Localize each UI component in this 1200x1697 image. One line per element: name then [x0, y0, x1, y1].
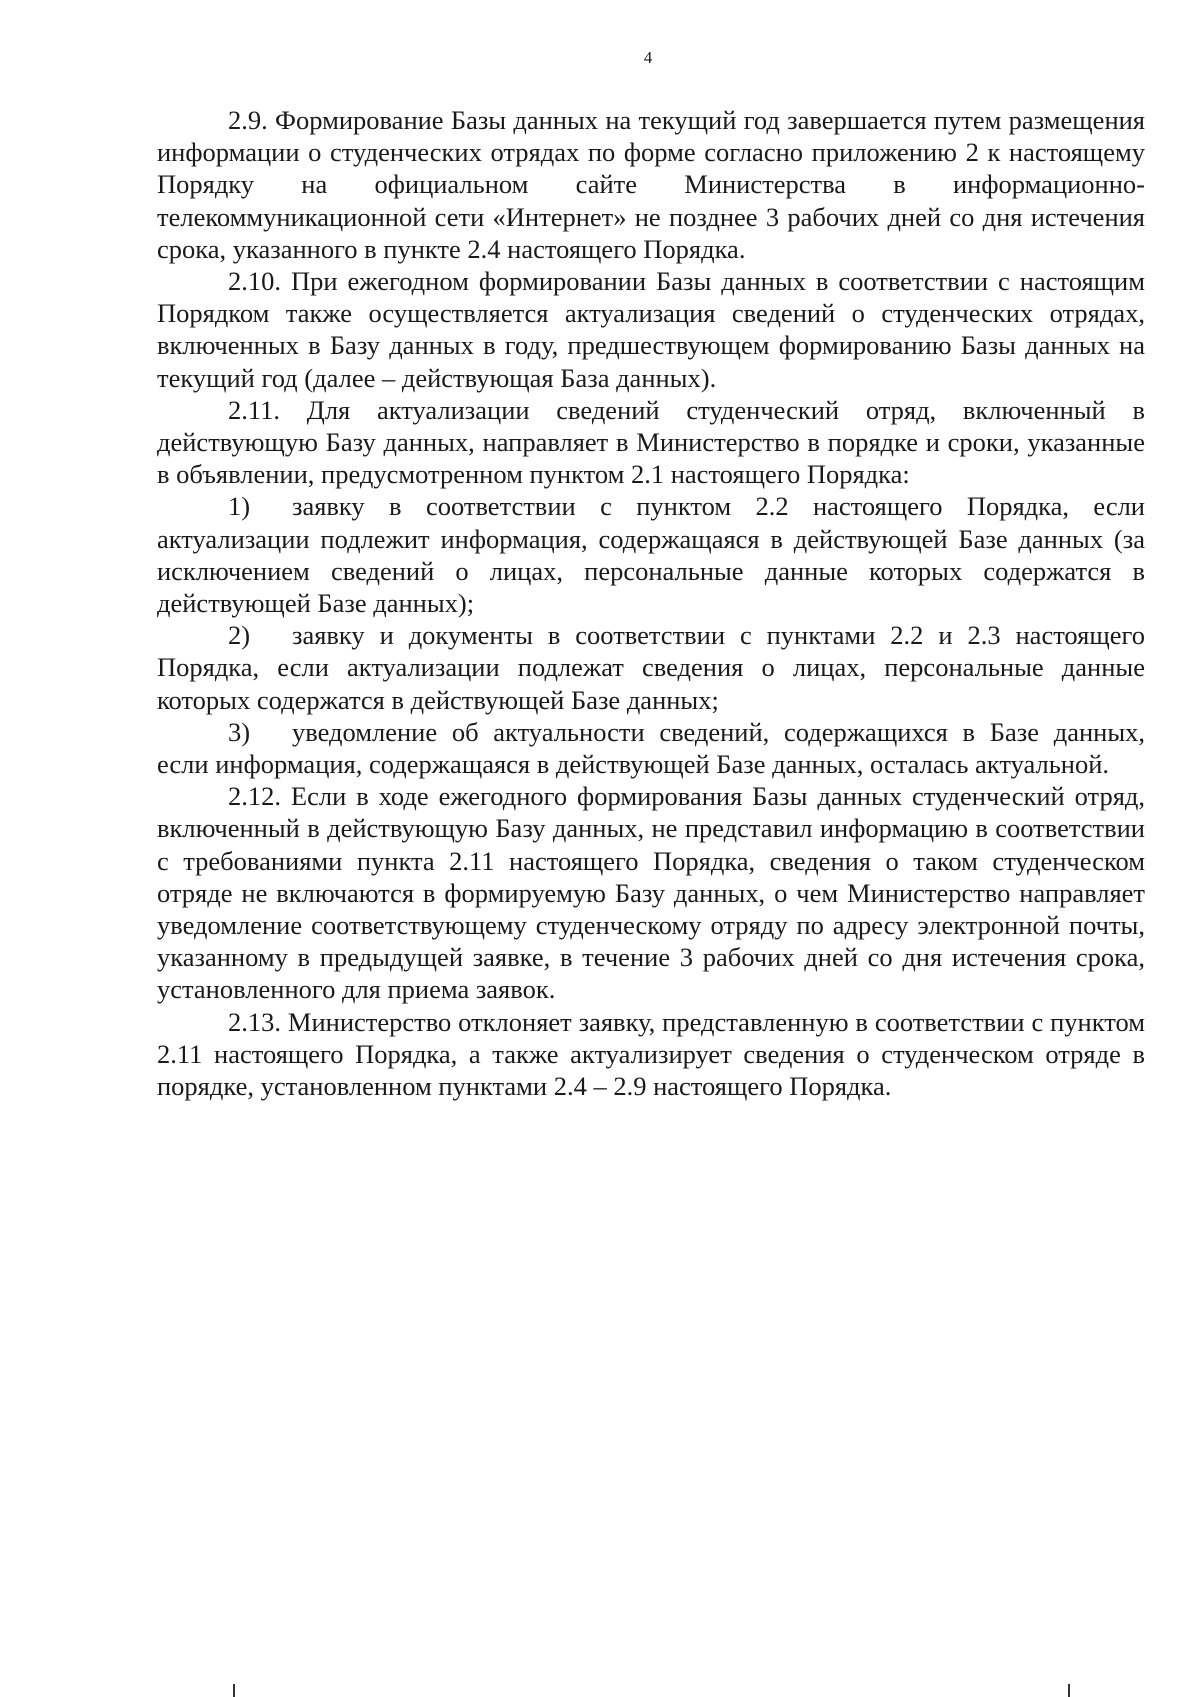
list-item-text: заявку и документы в соответствии с пунктами 2.2 и 2.3 настоящего Порядка, если актуализации подлежат сведения о лицах, персональные данные которых содержатся в действующей Базе данных; [157, 620, 1145, 715]
paragraph-2-12: 2.12. Если в ходе ежегодного формирования Базы данных студенческий отряд, включенный в действующую Базу данных, не представил информацию в соответствии с требованиями пункта 2.11 настоящего Порядка, сведения о таком студенческом отряде не включаются в формируемую Базу данных, о чем Министерство направляет уведомление соответствующему студенческому отряду по адресу электронной почты, указанному в предыдущей заявке, в течение 3 рабочих дней со дня истечения срока, установленного для приема заявок. [157, 781, 1145, 1005]
paragraph-2-9: 2.9. Формирование Базы данных на текущий год завершается путем размещения информации о студенческих отрядах по форме согласно приложению 2 к настоящему Порядку на официальном сайте Министерства в информационно-телекоммуникационной сети «Интернет» не позднее 3 рабочих дней со дня истечения срока, указанного в пункте 2.4 настоящего Порядка. [157, 105, 1145, 264]
list-item-2 [157, 619, 1145, 716]
list-item-number: 3) [228, 716, 251, 747]
document-body [157, 104, 1145, 1102]
list-item-number: 1) [228, 491, 251, 522]
list-item-text: заявку в соответствии с пунктом 2.2 настоящего Порядка, если актуализации подлежит информация, содержащаяся в действующей Базе данных (за исключением сведений о лицах, персональные данные которых содержатся в действующей Базе данных); [157, 491, 1145, 619]
scan-edge-mark-right [1068, 1684, 1070, 1697]
list-item-3 [157, 716, 1145, 780]
list-item-number: 2) [228, 620, 251, 651]
page-number: 4 [643, 48, 653, 67]
paragraph-2-13: 2.13. Министерство отклоняет заявку, представленную в соответствии с пунктом 2.11 настоящего Порядка, а также актуализирует сведения о студенческом отряде в порядке, установленном пунктами 2.4 – 2.9 настоящего Порядка. [157, 1006, 1145, 1102]
paragraph-2-10: 2.10. При ежегодном формировании Базы данных в соответствии с настоящим Порядком также осуществляется актуализация сведений о студенческих отрядах, включенных в Базу данных в году, предшествующем формированию Базы данных на текущий год (далее – действующая База данных). [157, 266, 1145, 393]
paragraph-2-11: 2.11. Для актуализации сведений студенческий отряд, включенный в действующую Базу данных, направляет в Министерство в порядке и сроки, указанные в объявлении, предусмотренном пунктом 2.1 настоящего Порядка: [157, 394, 1145, 490]
scan-edge-mark-left [233, 1684, 235, 1697]
list-item-1 [157, 490, 1145, 619]
list-item-text: уведомление об актуальности сведений, содержащихся в Базе данных, если информация, содержащаяся в действующей Базе данных, осталась актуальной. [157, 716, 1145, 780]
